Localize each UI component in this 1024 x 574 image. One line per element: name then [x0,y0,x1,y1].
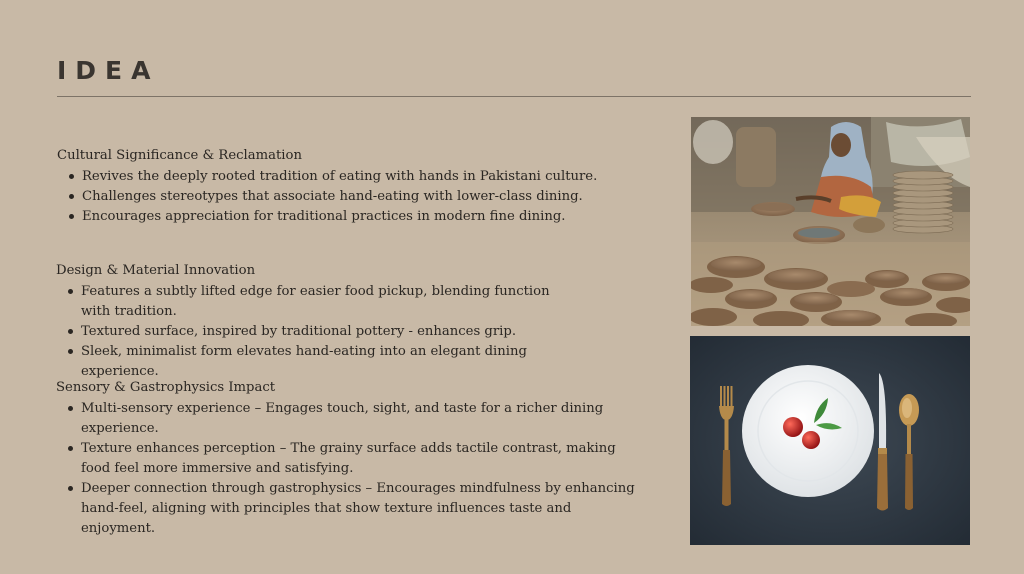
section-cultural-significance [57,146,657,227]
section-heading: Cultural Significance & Reclamation [57,148,302,163]
bullet-item: Sleek, minimalist form elevates hand-eating into an elegant dining experience. [81,342,576,382]
bullet-item: Multi-sensory experience – Engages touch, sight, and taste for a richer dining experience. [81,399,646,439]
bullet-list [57,167,657,227]
plate-cutlery-photo [690,336,970,545]
section-design-material [56,261,576,382]
page-title: IDEA [57,56,160,85]
bullet-item: Revives the deeply rooted tradition of eating with hands in Pakistani culture. [82,167,657,187]
bullet-item: Texture enhances perception – The grainy surface adds tactile contrast, making food feel more immersive and satisfying. [81,439,646,479]
title-divider [57,96,971,97]
section-heading: Design & Material Innovation [56,263,256,278]
bullet-list [56,282,576,382]
bullet-item: Features a subtly lifted edge for easier food pickup, blending function with tradition. [81,282,576,322]
pottery-photo [691,117,970,326]
bullet-item: Challenges stereotypes that associate hand-eating with lower-class dining. [82,187,657,207]
section-sensory-gastrophysics [56,378,646,539]
section-heading: Sensory & Gastrophysics Impact [56,380,276,395]
bullet-item: Encourages appreciation for traditional practices in modern fine dining. [82,207,657,227]
bullet-list [56,399,646,539]
bullet-item: Deeper connection through gastrophysics – Encourages mindfulness by enhancing hand-feel, aligning with principles that show texture influences taste and enjoyment. [81,479,646,539]
bullet-item: Textured surface, inspired by traditional pottery - enhances grip. [81,322,576,342]
